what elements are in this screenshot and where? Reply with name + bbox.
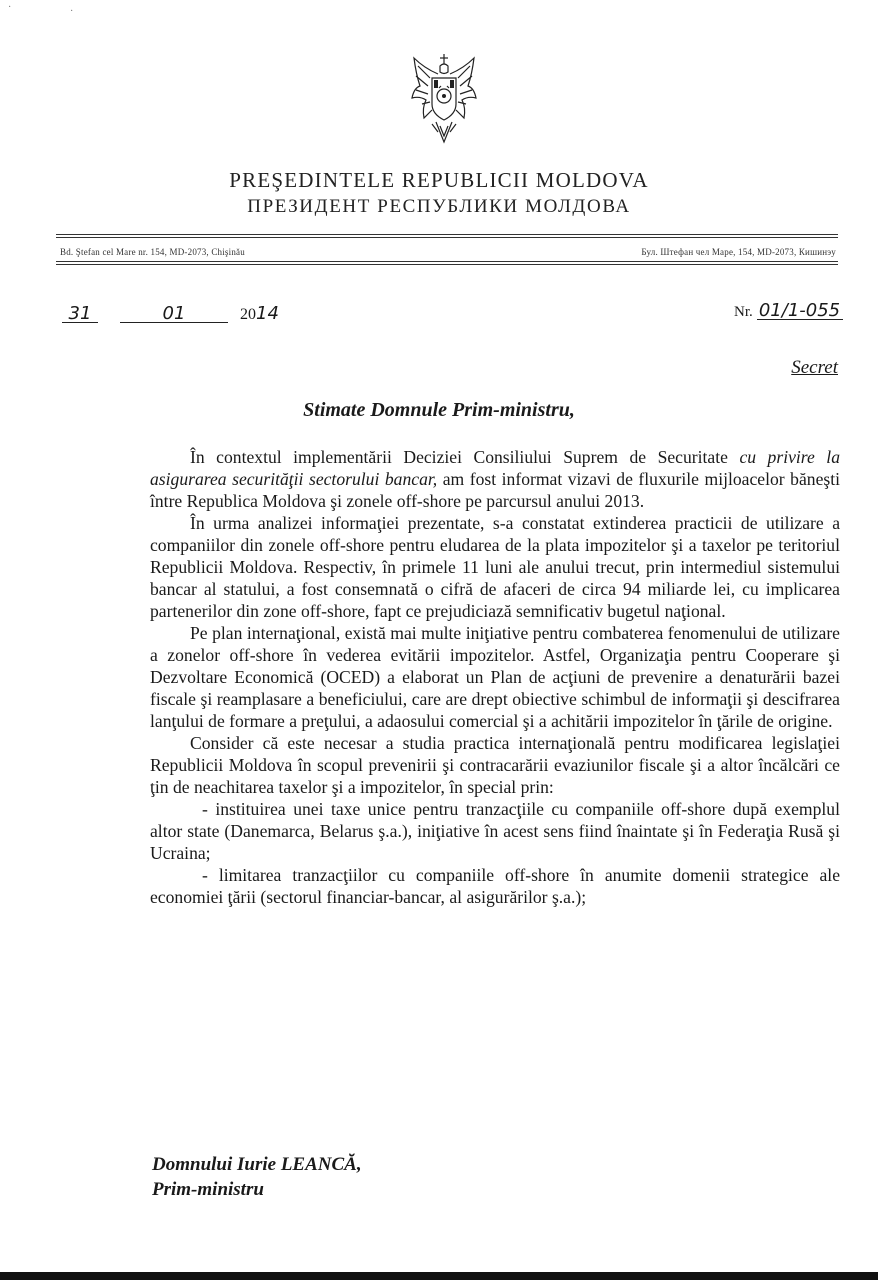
date-year-prefix: 20 bbox=[240, 306, 256, 323]
date-day: 31 bbox=[62, 306, 98, 323]
address-ro: Bd. Ştefan cel Mare nr. 154, MD-2073, Chişinău bbox=[60, 247, 245, 257]
letter-date bbox=[62, 303, 279, 324]
addressee-name: Domnului Iurie LEANCĂ, bbox=[152, 1154, 362, 1175]
letter-body bbox=[150, 446, 840, 908]
document-number bbox=[734, 300, 843, 321]
date-year-suffix: 14 bbox=[256, 303, 279, 324]
list-item-1: - instituirea unei taxe unice pentru tranzacţiile cu companiile off-shore după exemplul altor state (Danemarca, Belarus ş.a.), iniţiative în acest sens fiind înaintate şi în Federaţia Rusă şi Ucraina; bbox=[150, 799, 840, 863]
paragraph-1-text: În contextul implementării Deciziei Consiliului Suprem de Securitate bbox=[190, 447, 740, 467]
paragraph-1-text-end: am fost informat vizavi de fluxurile mijloacelor băneşti între Republica Moldova şi zonele off-shore pe parcursul anului 2013. bbox=[150, 469, 840, 511]
classification-mark: Secret bbox=[791, 357, 838, 378]
institution-title-ru: ПРЕЗИДЕНТ РЕСПУБЛИКИ МОЛДОВА bbox=[247, 196, 631, 217]
institution-title-ro: PREŞEDINTELE REPUBLICII MOLDOVA bbox=[229, 168, 649, 192]
paragraph-4: Consider că este necesar a studia practica internaţională pentru modificarea legislaţiei Republicii Moldova în scopul prevenirii şi contracarării evaziunilor fiscale şi a altor încălcări ce ţin de neachitarea taxelor şi a impozitelor, în special prin: bbox=[150, 733, 840, 797]
decision-title: cu privire la asigurarea securităţii sectorului bancar, bbox=[150, 447, 840, 489]
addressee bbox=[152, 1152, 362, 1202]
scan-speck: · bbox=[8, 2, 12, 13]
addressee-title: Prim-ministru bbox=[152, 1179, 264, 1200]
moldova-coat-of-arms-icon bbox=[410, 52, 478, 147]
nr-label: Nr. bbox=[734, 304, 753, 320]
address-ru: Бул. Штефан чел Маре, 154, MD-2073, Кишинэу bbox=[641, 247, 836, 257]
header-divider-bottom-thin bbox=[56, 264, 838, 265]
paragraph-1 bbox=[150, 446, 840, 512]
nr-value: 01/1-055 bbox=[757, 303, 843, 320]
list-item-2: - limitarea tranzacţiilor cu companiile off-shore în anumite domenii strategice ale economiei ţării (sectorul financiar-bancar, al asigurărilor ş.a.); bbox=[150, 865, 840, 907]
paragraph-3: Pe plan internaţional, există mai multe iniţiative pentru combaterea fenomenului de utilizare a zonelor off-shore în vederea evitării impozitelor. Astfel, Organizaţia pentru Cooperare şi Dezvoltare Economică (OCED) a elaborat un Plan de acţiuni de prevenire a denaturării bazei fiscale şi reamplasare a beneficiului, care are drept obiective schimbul de informaţii şi descifrarea lanţului de formare a preţului, a adaosului comercial şi a achitării impozitelor în ţările de origine. bbox=[150, 623, 840, 731]
header-divider-top-thin bbox=[56, 237, 838, 238]
paragraph-2: În urma analizei informaţiei prezentate, s-a constatat extinderea practicii de utilizare a companiilor din zonele off-shore pentru eludarea de la plata impozitelor şi a taxelor pe teritoriul Republicii Moldova. Respectiv, în primele 11 luni ale anului trecut, prin intermediul sistemului bancar al statului, a fost consemnată o cifră de afaceri de circa 94 miliarde lei, cu implicarea partenerilor din zone off-shore, fapt ce prejudiciază semnificativ bugetul naţional. bbox=[150, 513, 840, 621]
scan-edge bbox=[0, 1272, 878, 1280]
date-month: 01 bbox=[120, 306, 228, 323]
header-divider-bottom bbox=[56, 261, 838, 262]
header-divider-top bbox=[56, 234, 838, 235]
scan-speck: · bbox=[70, 6, 74, 17]
salutation: Stimate Domnule Prim-ministru, bbox=[303, 399, 575, 421]
